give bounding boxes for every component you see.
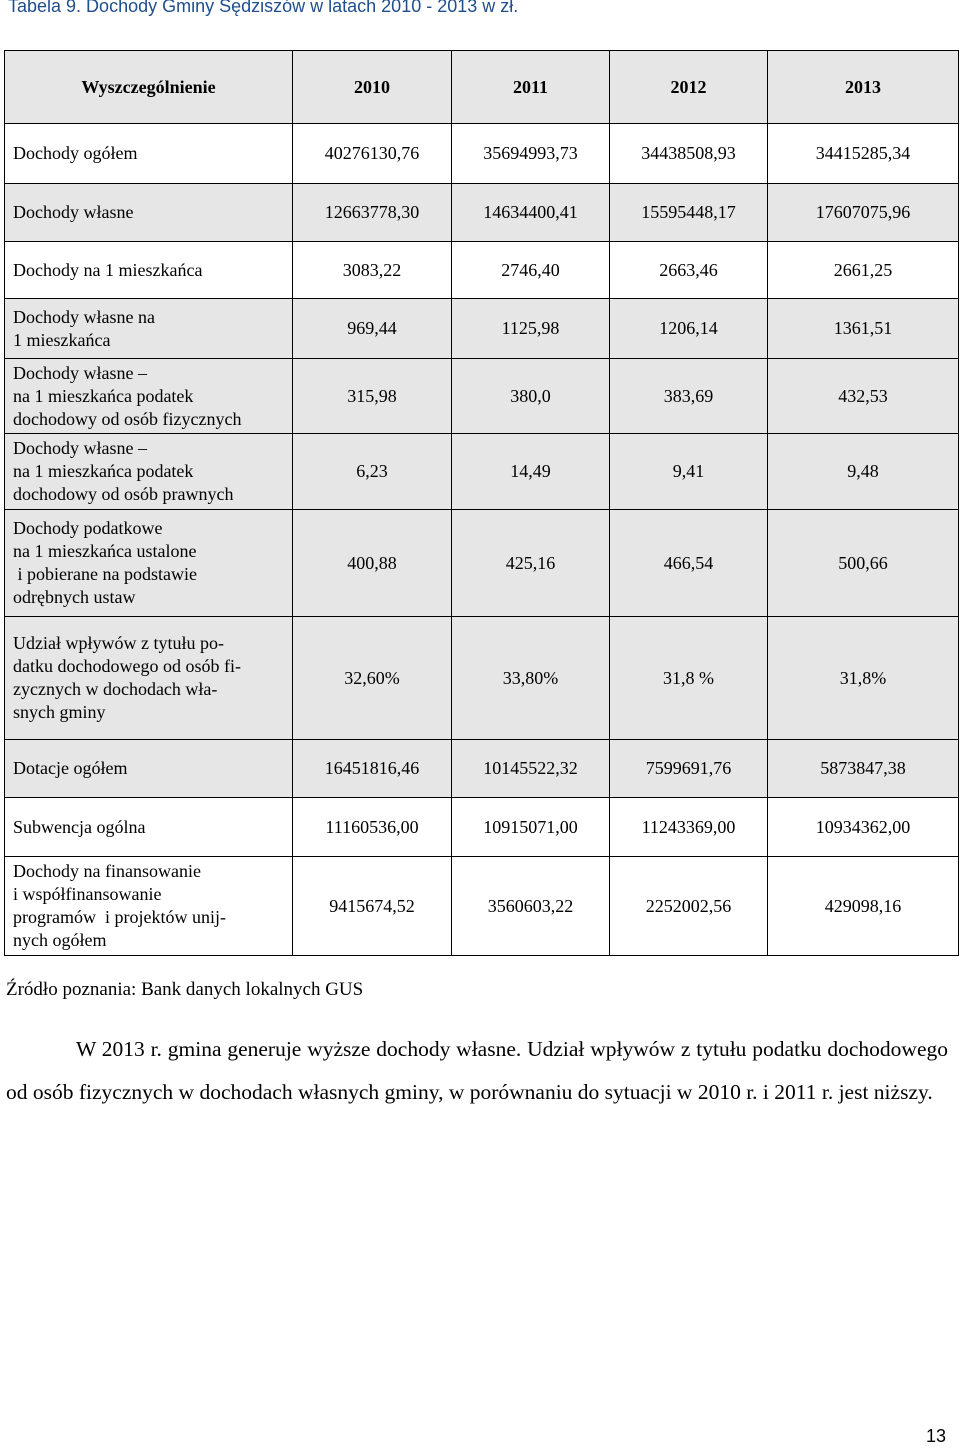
row-label-line: nych ogółem <box>13 930 107 950</box>
row-label <box>5 359 293 434</box>
table-cell: 429098,16 <box>768 857 959 956</box>
table-cell: 2661,25 <box>768 242 959 299</box>
table-cell: 31,8% <box>768 617 959 740</box>
row-label: Dotacje ogółem <box>5 740 293 798</box>
table-cell: 315,98 <box>293 359 452 434</box>
table-row <box>5 124 959 184</box>
table-cell: 9415674,52 <box>293 857 452 956</box>
table-cell: 40276130,76 <box>293 124 452 184</box>
table-cell: 10934362,00 <box>768 798 959 857</box>
column-header: Wyszczególnienie <box>5 51 293 124</box>
column-header: 2011 <box>452 51 610 124</box>
row-label-line: dochodowy od osób prawnych <box>13 484 234 504</box>
table-cell: 400,88 <box>293 510 452 617</box>
table-cell: 6,23 <box>293 434 452 510</box>
row-label-line: 1 mieszkańca <box>13 329 111 350</box>
table-row <box>5 617 959 740</box>
row-label: Dochody własne <box>5 184 293 242</box>
table-cell: 3560603,22 <box>452 857 610 956</box>
row-label-line: Dochody podatkowe <box>13 518 163 538</box>
table-row <box>5 510 959 617</box>
table-cell: 14634400,41 <box>452 184 610 242</box>
table-cell: 11243369,00 <box>610 798 768 857</box>
table-cell: 425,16 <box>452 510 610 617</box>
row-label-line: Dochody własne na <box>13 306 155 327</box>
row-label-line: dochodowy od osób fizycznych <box>13 408 242 429</box>
table-cell: 7599691,76 <box>610 740 768 798</box>
row-label-line: na 1 mieszkańca podatek <box>13 461 194 481</box>
row-label-line: Dochody na finansowanie <box>13 861 201 881</box>
row-label-line: programów i projektów unij- <box>13 907 226 927</box>
row-label-line: zycznych w dochodach wła- <box>13 679 218 699</box>
table-row <box>5 434 959 510</box>
row-label-line: na 1 mieszkańca ustalone <box>13 541 197 561</box>
table-cell: 969,44 <box>293 299 452 359</box>
table-cell: 2663,46 <box>610 242 768 299</box>
row-label <box>5 299 293 359</box>
column-header: 2013 <box>768 51 959 124</box>
row-label <box>5 510 293 617</box>
column-header: 2012 <box>610 51 768 124</box>
table-cell: 12663778,30 <box>293 184 452 242</box>
table-cell: 1125,98 <box>452 299 610 359</box>
row-label: Subwencja ogólna <box>5 798 293 857</box>
table-cell: 10915071,00 <box>452 798 610 857</box>
table-cell: 10145522,32 <box>452 740 610 798</box>
table-cell: 500,66 <box>768 510 959 617</box>
table-header-row <box>5 51 959 124</box>
table-caption: Tabela 9. Dochody Gminy Sędziszów w latach 2010 - 2013 w zł. <box>8 0 519 16</box>
table-cell: 432,53 <box>768 359 959 434</box>
body-paragraph: W 2013 r. gmina generuje wyższe dochody własne. Udział wpływów z tytułu podatku dochodowego od osób fizycznych w dochodach własnych gminy, w porównaniu do sytuacji w 2010 r. i 2011 r. jest niższy. <box>6 1037 948 1104</box>
row-label-line: i współfinansowanie <box>13 884 162 904</box>
table-row <box>5 242 959 299</box>
source-note: Źródło poznania: Bank danych lokalnych GUS <box>6 979 364 1000</box>
table-cell: 9,41 <box>610 434 768 510</box>
table-cell: 1361,51 <box>768 299 959 359</box>
table-cell: 17607075,96 <box>768 184 959 242</box>
table-cell: 2252002,56 <box>610 857 768 956</box>
table-cell: 1206,14 <box>610 299 768 359</box>
row-label-line: Dochody własne – <box>13 438 147 458</box>
table-cell: 33,80% <box>452 617 610 740</box>
table-cell: 5873847,38 <box>768 740 959 798</box>
table-cell: 3083,22 <box>293 242 452 299</box>
table-cell: 34415285,34 <box>768 124 959 184</box>
row-label-line: Dochody własne – <box>13 362 147 383</box>
income-table <box>4 50 959 956</box>
table-row <box>5 740 959 798</box>
row-label-line: snych gminy <box>13 702 106 722</box>
table-cell: 34438508,93 <box>610 124 768 184</box>
row-label-line: na 1 mieszkańca podatek <box>13 385 194 406</box>
table-cell: 15595448,17 <box>610 184 768 242</box>
table-cell: 31,8 % <box>610 617 768 740</box>
column-header: 2010 <box>293 51 452 124</box>
row-label <box>5 857 293 956</box>
table-cell: 466,54 <box>610 510 768 617</box>
table-row <box>5 798 959 857</box>
table-row <box>5 299 959 359</box>
table-cell: 380,0 <box>452 359 610 434</box>
table-row <box>5 857 959 956</box>
row-label-line: i pobierane na podstawie <box>13 564 197 584</box>
table-cell: 35694993,73 <box>452 124 610 184</box>
table-cell: 14,49 <box>452 434 610 510</box>
row-label <box>5 434 293 510</box>
row-label: Dochody ogółem <box>5 124 293 184</box>
table-row <box>5 359 959 434</box>
page-number: 13 <box>926 1426 947 1446</box>
table-cell: 32,60% <box>293 617 452 740</box>
table-cell: 2746,40 <box>452 242 610 299</box>
table-cell: 9,48 <box>768 434 959 510</box>
row-label-line: Udział wpływów z tytułu po- <box>13 633 224 653</box>
row-label <box>5 617 293 740</box>
table-cell: 11160536,00 <box>293 798 452 857</box>
table-cell: 16451816,46 <box>293 740 452 798</box>
row-label: Dochody na 1 mieszkańca <box>5 242 293 299</box>
table-cell: 383,69 <box>610 359 768 434</box>
row-label-line: datku dochodowego od osób fi- <box>13 656 241 676</box>
table-row <box>5 184 959 242</box>
row-label-line: odrębnych ustaw <box>13 587 136 607</box>
